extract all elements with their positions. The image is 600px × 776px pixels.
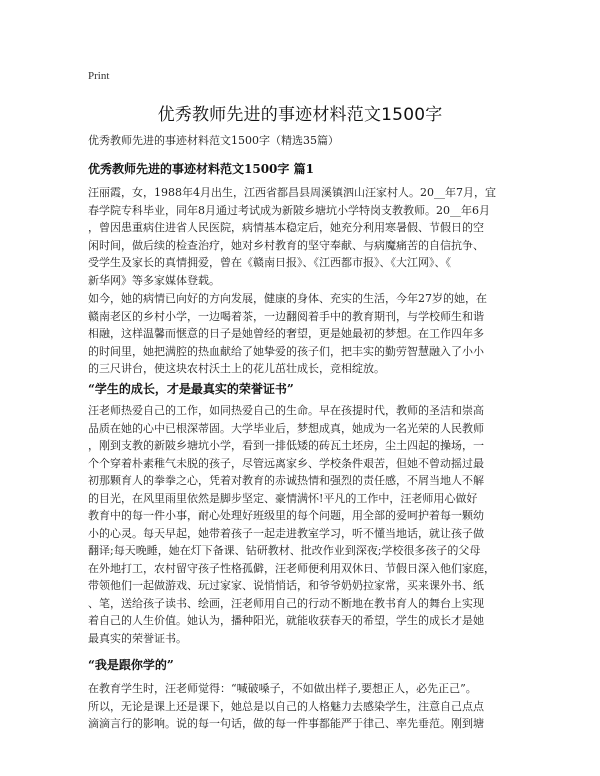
paragraph-line: 春学院专科毕业，同年8月通过考试成为新陂乡塘坑小学特岗支教教师。20__年6月 [88,203,490,217]
paragraph-line: 带领他们一起做游戏、玩过家家、说悄悄话，和爷爷奶奶拉家常，买来课外书、纸 [88,579,484,592]
paragraph-line: 的时间里，她把满腔的热血献给了她挚爱的孩子们，把丰实的勤劳智慧融入了小小 [88,344,484,358]
paragraph-1 [88,184,518,289]
paragraph-line: 教育中的每一件小事，耐心处理好班级里的每个问题，用全部的爱呵护着每一颗幼 [88,509,484,522]
paragraph-line: ，刚到支教的新陂乡塘坑小学，看到一排低矮的砖瓦土坯房，尘土四起的操场，一 [88,439,484,452]
section-heading-3: “我是跟你学的” [88,658,174,672]
paragraph-line: 所以，无论是课上还是课下，她总是以自己的人格魅力去感染学生，注意自己点点 [88,699,484,713]
document-subtitle: 优秀教师先进的事迹材料范文1500字（精选35篇） [88,134,339,147]
paragraph-line: 在教育学生时，汪老师觉得：“喊破嗓子，不如做出样子,要想正人，必先正己”。 [88,682,477,695]
paragraph-line: 着自己的人生价值。她认为，播种阳光，就能收获春天的希望，学生的成长才是她 [88,614,484,627]
paragraph-line: 在外地打工，农村留守孩子性格孤僻，汪老师便利用双休日、节假日深入他们家庭， [88,561,495,575]
paragraph-2 [88,290,518,378]
paragraph-line: ，曾因患重病住进省人民医院，病情基本稳定后，她充分利用寒暑假、节假日的空 [88,221,484,234]
paragraph-line: 新华网》等多家媒体登载。 [88,273,220,287]
section-heading-2: “学生的成长，才是最真实的荣誉证书” [88,382,294,396]
paragraph-line: 初那颗育人的拳拳之心，凭着对教育的赤诚热情和强烈的责任感，不屑当地人不解 [88,474,484,487]
paragraph-line: 翻译;每天晚睡，她在灯下备课、钻研教材、批改作业到深夜;学校很多孩子的父母 [88,544,481,557]
paragraph-line: 的三尺讲台，使这块农村沃土上的花儿茁壮成长，竞相绽放。 [88,362,385,375]
paragraph-line: 相融，这样温馨而惬意的日子是她曾经的奢望，更是她最初的梦想。在工作四年多 [88,327,484,340]
paragraph-4 [88,680,518,733]
paragraph-line: 赣南老区的乡村小学，一边喝着茶，一边翻阅着手中的教育期刊，与学校师生和谐 [88,309,484,323]
paragraph-line: 品质在她的心中已根深蒂固。大学毕业后，梦想成真，她成为一名光荣的人民教师 [88,421,484,435]
paragraph-line: 最真实的荣誉证书。 [88,631,187,645]
section-heading: 优秀教师先进的事迹材料范文1500字 篇1 [88,162,314,176]
paragraph-3 [88,402,518,647]
paragraph-line: 个个穿着朴素稚气未脱的孩子，尽管远离家乡、学校条件艰苦，但她不曾动摇过最 [88,456,484,470]
document-title: 优秀教师先进的事迹材料范文1500字 [157,105,443,125]
paragraph-line: 、笔，送给孩子读书、绘画，汪老师用自己的行动不断地在教书育人的舞台上实现 [88,596,484,610]
paragraph-line: 闲时间，做后续的检查治疗，她对乡村教育的坚守奉献、与病魔痛苦的自信抗争、 [88,238,484,252]
paragraph-line: 汪老师热爱自己的工作，如同热爱自己的生命。早在孩提时代，教师的圣洁和崇高 [88,404,484,417]
paragraph-line: 如今，她的病情已向好的方向发展，健康的身体、充实的生活，今年27岁的她，在 [88,292,487,305]
paragraph-line: 受学生及家长的真情拥爱，曾在《赣南日报》、《江西都市报》、《大江网》、《 [88,256,451,269]
print-label: Print [88,70,110,82]
paragraph-line: 滴滴言行的影响。说的每一句话，做的每一件事都能严于律己、率先垂范。刚到塘 [88,717,484,730]
paragraph-line: 小的心灵。每天早起，她带着孩子一起走进教室学习，听不懂当地话，就让孩子做 [88,526,484,540]
paragraph-line: 的目光，在风里雨里依然是脚步坚定、豪情满怀!平凡的工作中，汪老师用心做好 [88,491,478,505]
paragraph-line: 汪丽霞，女，1988年4月出生，江西省都昌县周溪镇泗山汪家村人。20__年7月，宜 [88,186,496,199]
